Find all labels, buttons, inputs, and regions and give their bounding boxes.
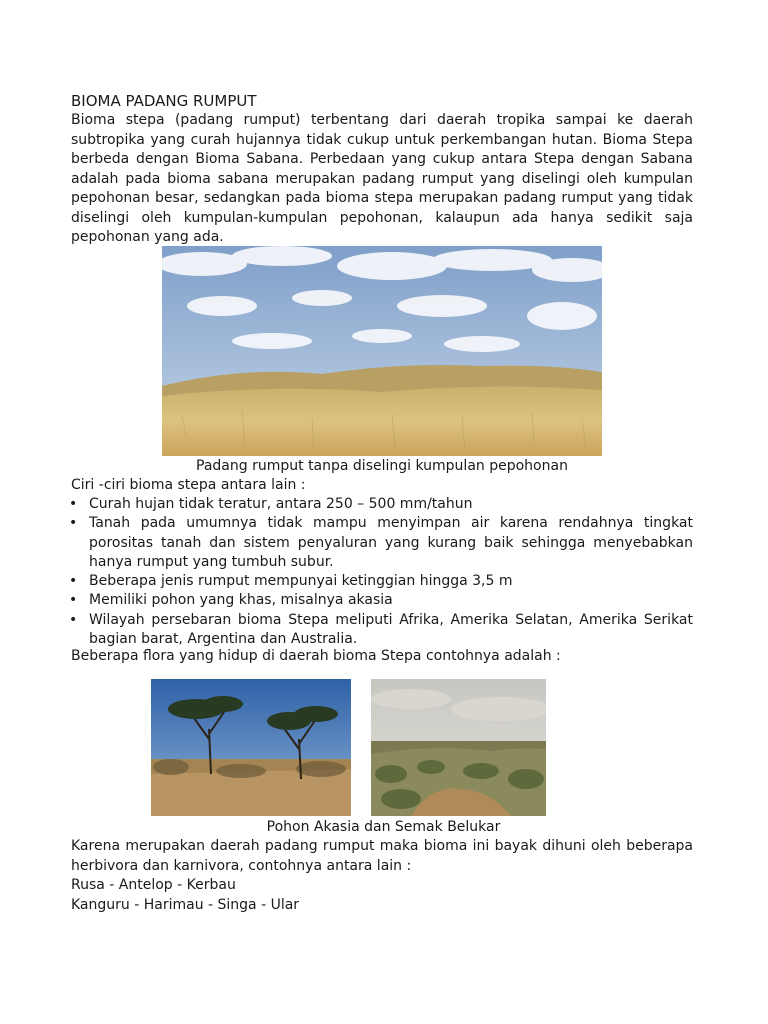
steppe-grassland-photo (162, 246, 602, 456)
intro-paragraph: Bioma stepa (padang rumput) terbentang dari daerah tropika sampai ke daerah subtropika yang curah hujannya tidak cukup untuk perkembangan hutan. Bioma Stepa berbeda dengan Bioma Sabana. Perbedaan yang cukup antara Stepa dengan Sabana adalah pada bioma sabana merupakan padang rumput yang diselingi oleh kumpulan pepohonan besar, sedangkan pada bioma stepa merupakan padang rumput yang tidak diselingi oleh kumpulan-kumpulan pepohonan, kalaupun ada hanya sedikit saja pepohonan yang ada. (71, 112, 693, 245)
list-item: • Tanah pada umumnya tidak mampu menyimpan air karena rendahnya tingkat porositas tanah dan sistem penyaluran yang kurang baik sehingga menyebabkan hanya rumput yang tumbuh subur. (71, 514, 693, 572)
flora-intro: Beberapa flora yang hidup di daerah bioma Stepa contohnya adalah : (71, 648, 561, 664)
features-list (71, 495, 693, 649)
figure2-caption: Pohon Akasia dan Semak Belukar (266, 819, 501, 835)
features-intro: Ciri -ciri bioma stepa antara lain : (71, 477, 306, 493)
fauna-section (71, 837, 693, 915)
document-body (71, 92, 693, 248)
list-item: • Curah hujan tidak teratur, antara 250 – 500 mm/tahun (71, 495, 693, 514)
acacia-tree-photo (151, 679, 351, 816)
figure1-caption: Padang rumput tanpa diselingi kumpulan pepohonan (196, 458, 568, 474)
list-item: • Wilayah persebaran bioma Stepa meliputi Afrika, Amerika Selatan, Amerika Serikat bagian barat, Argentina dan Australia. (71, 611, 693, 650)
list-item: • Memiliki pohon yang khas, misalnya akasia (71, 591, 693, 610)
shrubland-photo (371, 679, 546, 816)
document-title: BIOMA PADANG RUMPUT (71, 92, 257, 110)
fauna-line: Kanguru - Harimau - Singa - Ular (71, 896, 300, 913)
fauna-paragraph: Karena merupakan daerah padang rumput maka bioma ini bayak dihuni oleh beberapa herbivora dan karnivora, contohnya antara lain : (71, 838, 693, 874)
list-item: • Beberapa jenis rumput mempunyai ketinggian hingga 3,5 m (71, 572, 693, 591)
fauna-line: Rusa - Antelop - Kerbau (71, 877, 236, 893)
